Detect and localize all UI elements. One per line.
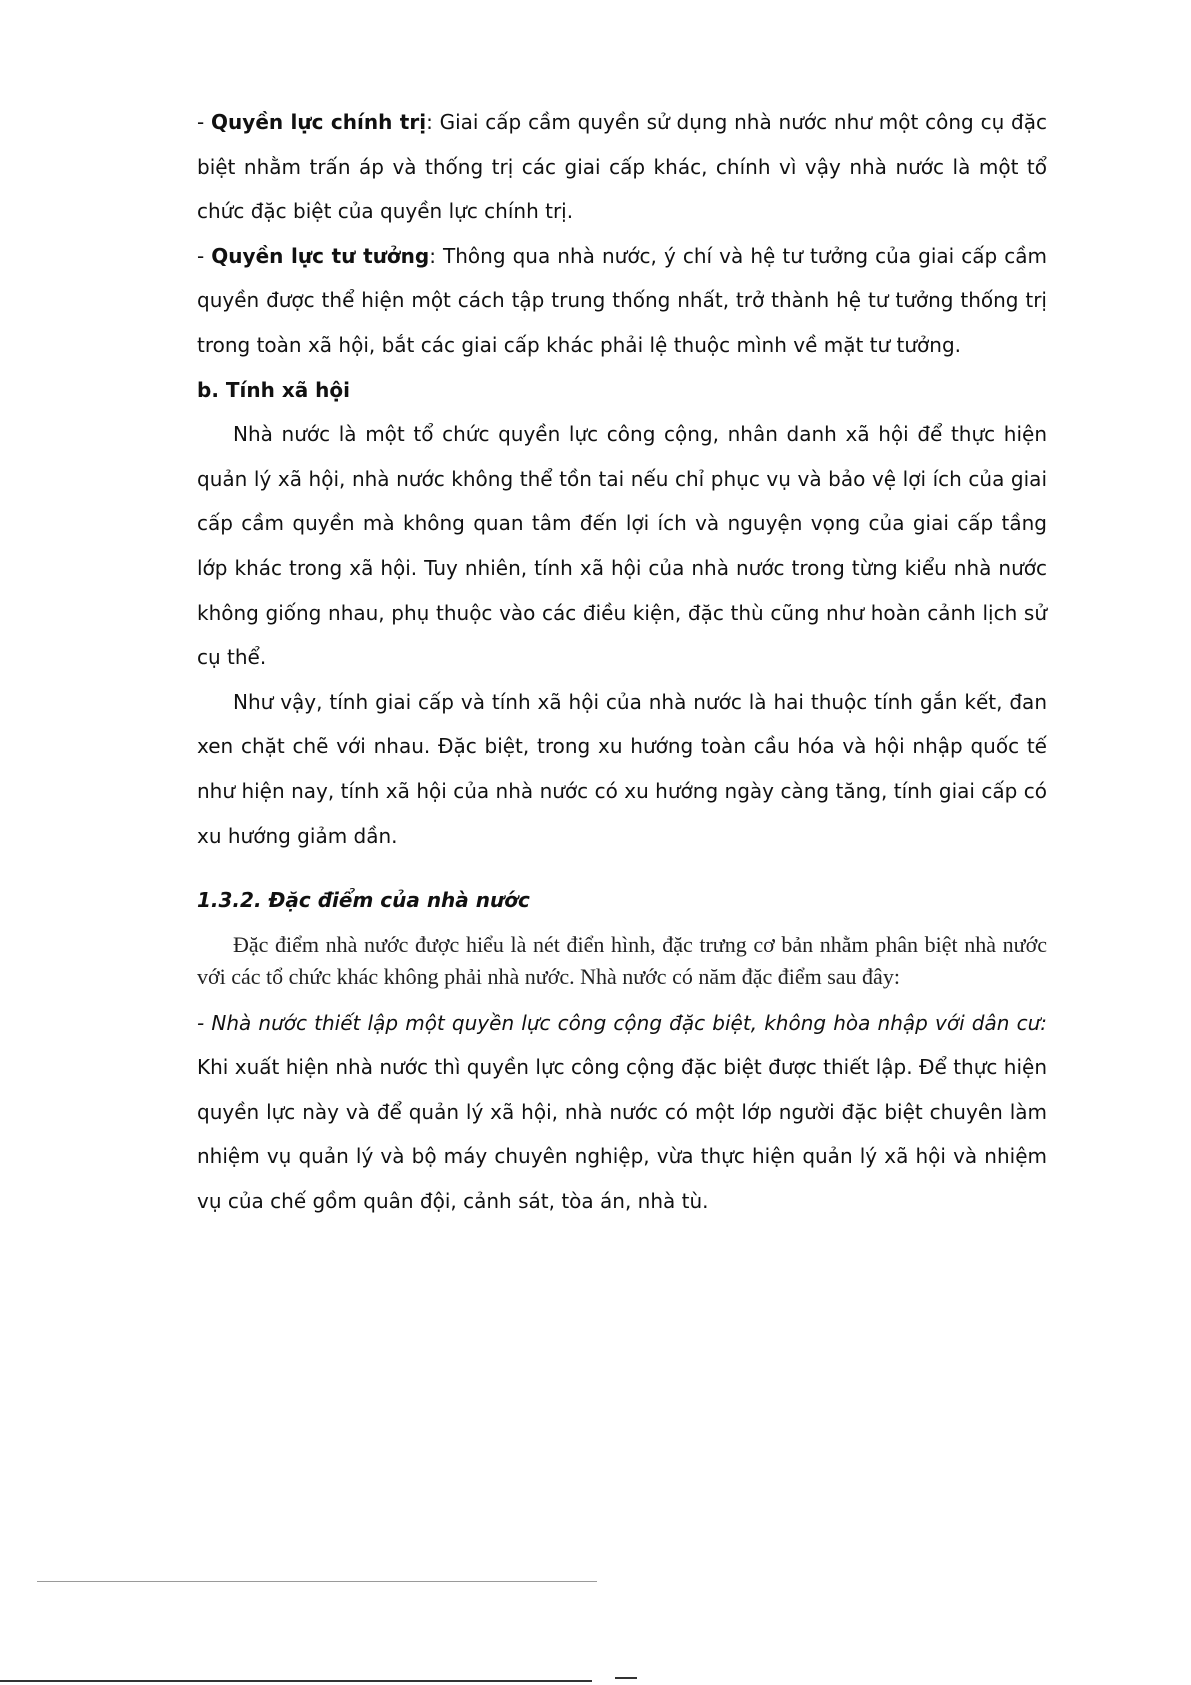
section-heading-social-nature: b. Tính xã hội bbox=[197, 377, 351, 402]
bullet-prefix: - bbox=[197, 110, 212, 134]
term-political-power: Quyền lực chính trị bbox=[211, 110, 427, 134]
paragraph-text: Khi xuất hiện nhà nước thì quyền lực công cộng đặc biệt được thiết lập. Để thực hiện quyền lực này và để quản lý xã hội, nhà nước có một lớp người đặc biệt chuyên làm nhiệm vụ quản lý và bộ máy chuyên nghiệp, vừa thực hiện quản lý xã hội và nhiệm vụ của chế gồm quân đội, cảnh sát, tòa án, nhà tù. bbox=[197, 1055, 1047, 1214]
characteristic-lead: - Nhà nước thiết lập một quyền lực công cộng đặc biệt, không hòa nhập với dân cư: bbox=[197, 1010, 1047, 1035]
paragraph-social-nature: Nhà nước là một tổ chức quyền lực công cộng, nhân danh xã hội để thực hiện quản lý xã hội, nhà nước không thể tồn tai nếu chỉ phục vụ và bảo vệ lợi ích của giai cấp cầm quyền mà không quan tâm đến lợi ích và nguyện vọng của giai cấp tầng lớp khác trong xã hội. Tuy nhiên, tính xã hội của nhà nước trong từng kiểu nhà nước không giống nhau, phụ thuộc vào các điều kiện, đặc thù cũng như hoàn cảnh lịch sử cụ thể. bbox=[197, 422, 1047, 670]
term-ideological-power: Quyền lực tư tưởng bbox=[211, 243, 430, 268]
footnote-separator bbox=[37, 1581, 597, 1582]
paragraph-political-power bbox=[197, 100, 1047, 234]
paragraph-text: : Thông qua nhà nước, ý chí và hệ tư tưởng của giai cấp cầm quyền được thể hiện một cách tập trung thống nhất, trở thành hệ tư tưởng thống trị trong toàn xã hội, bắt các giai cấp khác phải lệ thuộc mình về mặt tư tưởng. bbox=[197, 243, 1048, 357]
paragraph-ideological-power bbox=[197, 234, 1047, 368]
paragraph-characteristics-intro: Đặc điểm nhà nước được hiểu là nét điển hình, đặc trưng cơ bản nhằm phân biệt nhà nước với các tổ chức khác không phải nhà nước. Nhà nước có năm đặc điểm sau đây: bbox=[197, 931, 1047, 989]
page-content bbox=[197, 100, 1047, 1224]
page-number-mark bbox=[615, 1677, 637, 1679]
bullet-prefix: - bbox=[197, 243, 212, 268]
paragraph-text: : Giai cấp cầm quyền sử dụng nhà nước như một công cụ đặc biệt nhằm trấn áp và thống trị các giai cấp khác, chính vì vậy nhà nước là một tổ chức đặc biệt của quyền lực chính trị. bbox=[197, 110, 1048, 224]
paragraph-class-and-social: Như vậy, tính giai cấp và tính xã hội của nhà nước là hai thuộc tính gắn kết, đan xen chặt chẽ với nhau. Đặc biệt, trong xu hướng toàn cầu hóa và hội nhập quốc tế như hiện nay, tính xã hội của nhà nước có xu hướng ngày càng tăng, tính giai cấp có xu hướng giảm dần. bbox=[197, 689, 1047, 848]
section-heading-characteristics: 1.3.2. Đặc điểm của nhà nước bbox=[197, 888, 530, 913]
paragraph-public-power bbox=[197, 1001, 1047, 1224]
page-bottom-rule bbox=[0, 1680, 592, 1682]
